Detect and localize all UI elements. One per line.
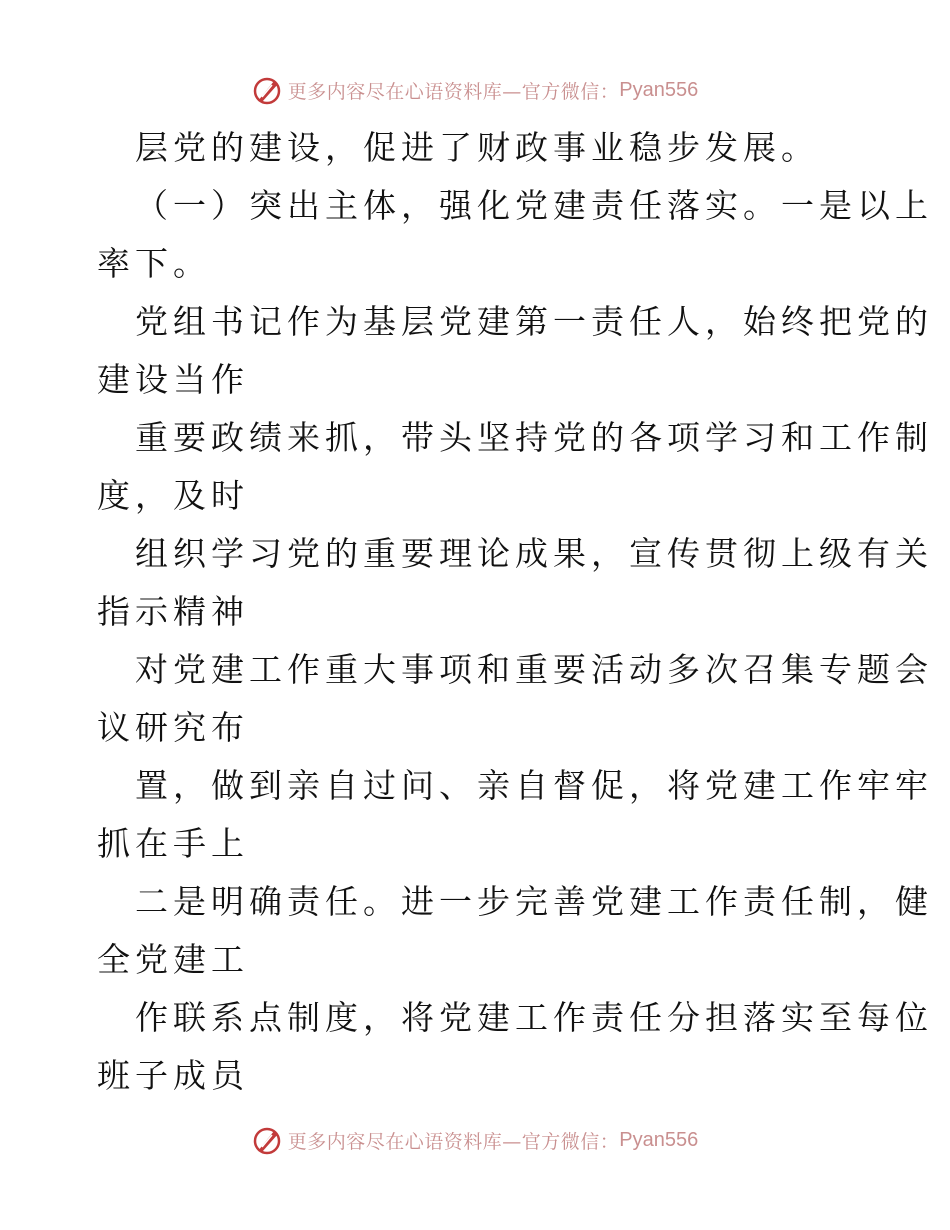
body-line: （一）突出主体，强化党建责任落实。一是以上 — [135, 186, 933, 225]
body-line: 度，及时 — [97, 476, 249, 515]
body-line: 指示精神 — [97, 592, 249, 631]
footer-banner — [0, 1122, 950, 1158]
body-line: 对党建工作重大事项和重要活动多次召集专题会 — [135, 650, 933, 689]
body-line: 层党的建设，促进了财政事业稳步发展。 — [135, 128, 819, 167]
body-line: 二是明确责任。进一步完善党建工作责任制，健 — [135, 882, 933, 921]
body-line: 组织学习党的重要理论成果，宣传贯彻上级有关 — [135, 534, 933, 573]
feather-pen-icon — [252, 1125, 282, 1155]
body-line: 班子成员 — [97, 1056, 249, 1095]
body-line: 全党建工 — [97, 940, 249, 979]
header-banner-text: 更多内容尽在心语资料库—官方微信： — [287, 80, 620, 103]
header-wechat-id: Pyan556 — [619, 78, 699, 101]
body-line: 重要政绩来抓，带头坚持党的各项学习和工作制 — [135, 418, 933, 457]
body-line: 党组书记作为基层党建第一责任人，始终把党的 — [135, 302, 933, 341]
footer-wechat-id: Pyan556 — [619, 1128, 699, 1151]
feather-pen-icon — [252, 75, 282, 105]
header-banner — [0, 72, 950, 108]
body-line: 建设当作 — [97, 360, 249, 399]
body-line: 抓在手上 — [97, 824, 249, 863]
body-line: 率下。 — [97, 244, 211, 283]
body-line: 置，做到亲自过问、亲自督促，将党建工作牢牢 — [135, 766, 933, 805]
body-line: 议研究布 — [97, 708, 249, 747]
body-line: 作联系点制度，将党建工作责任分担落实至每位 — [135, 998, 933, 1037]
footer-banner-text: 更多内容尽在心语资料库—官方微信： — [287, 1130, 620, 1153]
